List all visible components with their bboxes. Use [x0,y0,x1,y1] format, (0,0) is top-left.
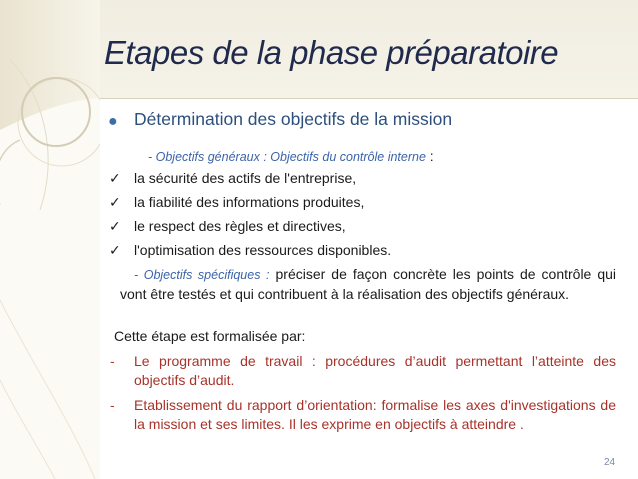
general-objectives-line [148,148,434,164]
formalized-intro: Cette étape est formalisée par: [114,328,306,344]
slide-title: Etapes de la phase préparatoire [104,34,559,71]
section-heading: Détermination des objectifs de la mission [134,109,453,129]
title-divider [100,98,638,99]
check-item: l'optimisation des ressources disponibles. [134,242,392,258]
specific-objectives-text: préciser de façon concrète les points de contrôle qui vont être testés et qui contribuent à la réalisation des objectifs généraux. [120,266,617,302]
specific-objectives-label: - Objectifs spécifiques : [134,268,270,282]
specific-objectives-paragraph [120,265,616,303]
decorative-curves [0,0,100,479]
bullet-icon: ● [108,113,118,130]
check-icon: ✓ [109,194,121,210]
general-objectives-colon: : [425,148,434,164]
check-icon: ✓ [109,170,121,186]
check-icon: ✓ [109,218,121,234]
dash-bullet: - [110,397,115,413]
check-icon: ✓ [109,242,121,258]
page-number: 24 [604,457,616,468]
dash-bullet: - [110,353,115,369]
check-item: la sécurité des actifs de l'entreprise, [134,170,357,186]
item-program: Le programme de travail : procédures d’audit permettant l’atteinte des objectifs d’audit. [134,353,616,388]
general-objectives-label: - Objectifs généraux : Objectifs du contrôle interne [148,150,426,164]
item-orientation-report: Etablissement du rapport d’orientation: formalise les axes d'investigations de la mission et ses limites. Il les exprime en objectifs à atteindre . [134,397,616,432]
check-item: la fiabilité des informations produites, [134,194,365,210]
check-item: le respect des règles et directives, [134,218,346,234]
